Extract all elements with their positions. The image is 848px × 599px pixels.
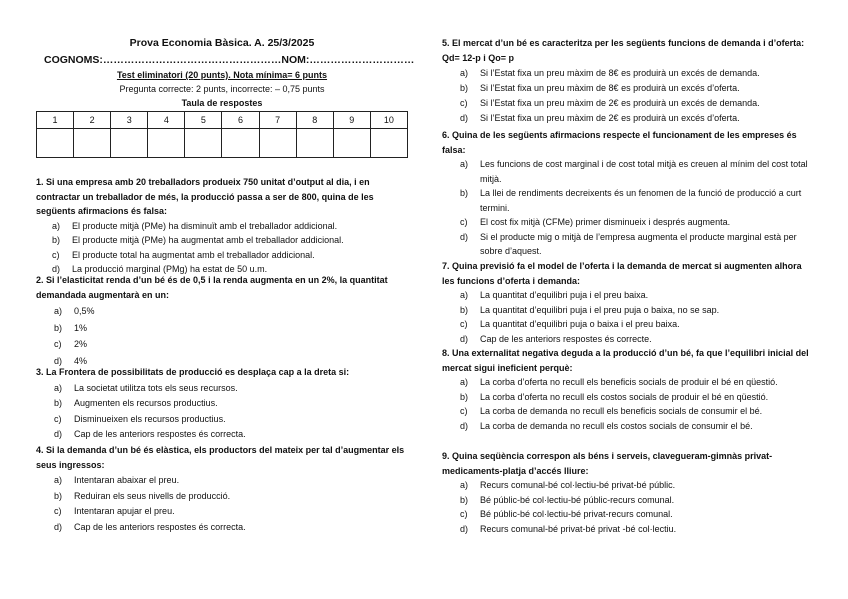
question-stem: 5. El mercat d’un bé es caracteritza per les següents funcions de demanda i d’oferta: Qd= 12-p i Qo= p: [442, 38, 805, 63]
option: a) El producte mitjà (PMe) ha disminuït amb el treballador addicional.: [52, 220, 338, 231]
option: b) La llei de rendiments decreixents és un fenomen de la funció de producció a curt termini.: [460, 188, 802, 213]
option: b) Bé públic-bé col·lectiu-bé públic-recurs comunal.: [460, 494, 675, 505]
answer-table-header: 6: [222, 112, 259, 129]
answer-cell[interactable]: [296, 129, 333, 158]
answer-cell[interactable]: [74, 129, 111, 158]
option: c) La corba de demanda no recull els beneficis socials de consumir el bé.: [460, 406, 763, 416]
names-line: COGNOMS:……………………………………………NOM:…………………………: [44, 54, 415, 66]
option: a) 0,5%: [54, 306, 95, 316]
option: c) La quantitat d’equilibri puja o baixa i el preu baixa.: [460, 319, 680, 329]
option: c) Intentaran apujar el preu.: [54, 506, 175, 516]
question-9: [442, 449, 812, 536]
answer-cell[interactable]: [148, 129, 185, 158]
option: c) 2%: [54, 339, 88, 349]
option: a) Les funcions de cost marginal i de cost total mitjà es creuen al mínim del cost total mitjà.: [460, 159, 808, 184]
answer-table-header: 2: [74, 112, 111, 129]
answer-table-header: 4: [148, 112, 185, 129]
option: d) Si el producte mig o mitjà de l’empresa augmenta el producte marginal està per sobre d’aquest.: [460, 231, 797, 256]
question-stem: 2. Si l’elasticitat renda d’un bé és de 0,5 i la renda augmenta en un 2%, la quantitat demandada augmentarà en un:: [36, 275, 388, 300]
answer-table-header: 8: [296, 112, 333, 129]
option: d) Cap de les anteriors respostes és correcta.: [54, 521, 246, 532]
answer-table-header: 5: [185, 112, 222, 129]
answer-cell[interactable]: [37, 129, 74, 158]
answer-table-caption: Taula de respostes: [181, 98, 263, 108]
option: d) Recurs comunal-bé privat-bé privat -bé col·lectiu.: [460, 523, 677, 534]
option: a) Si l’Estat fixa un preu màxim de 8€ es produirà un excés de demanda.: [460, 68, 760, 78]
option: a) Recurs comunal-bé col·lectiu-bé privat-bé públic.: [460, 480, 676, 490]
option: a) Intentaran abaixar el preu.: [54, 475, 180, 485]
question-6: [442, 128, 812, 259]
option: a) La societat utilitza tots els seus recursos.: [54, 382, 238, 393]
question-stem: 9. Quina seqüència correspon als béns i serveis, clavegueram-gimnàs privat-medicaments-platja d’accés lliure:: [442, 451, 773, 476]
answer-cell[interactable]: [111, 129, 148, 158]
option: a) La corba d’oferta no recull els beneficis socials de produir el bé en qüestió.: [460, 377, 778, 387]
option: c) El cost fix mitjà (CFMe) primer disminueix i després augmenta.: [460, 217, 731, 227]
answer-table: [36, 111, 408, 158]
option: c) Bé públic-bé col·lectiu-bé privat-recurs comunal.: [460, 509, 673, 519]
question-stem: 8. Una externalitat negativa deguda a la producció d’un bé, fa que l’equilibri inicial del mercat sigui ineficient perquè:: [442, 348, 809, 373]
scoring-line: Pregunta correcte: 2 punts, incorrecte: – 0,75 punts: [119, 84, 325, 94]
answer-table-header: 10: [370, 112, 407, 129]
question-4: [36, 443, 408, 534]
question-2: [36, 273, 408, 368]
option: d) La producció marginal (PMg) ha estat de 50 u.m.: [52, 264, 268, 274]
question-stem: 7. Quina previsió fa el model de l’oferta i la demanda de mercat si augmenten alhora les funcions d’oferta i demanda:: [442, 261, 802, 286]
option: b) La quantitat d’equilibri puja i el preu puja o baixa, no se sap.: [460, 304, 720, 315]
answer-cell[interactable]: [222, 129, 259, 158]
answer-table-header: 3: [111, 112, 148, 129]
answer-cell[interactable]: [333, 129, 370, 158]
question-8: [442, 346, 812, 433]
question-stem: 1. Si una empresa amb 20 treballadors produeix 750 unitat d’output al dia, i en contractar un treballador de més, la producció passa a ser de 800, quina de les següents afirmacions és falsa:: [36, 177, 374, 216]
answer-cell[interactable]: [185, 129, 222, 158]
option: d) Si l’Estat fixa un preu màxim de 2€ es produirà un excés d’oferta.: [460, 113, 740, 123]
answer-table-header: 7: [259, 112, 296, 129]
option: b) La corba d’oferta no recull els costos socials de produir el bé en qüestió.: [460, 391, 769, 402]
option: b) Augmenten els recursos productius.: [54, 398, 218, 408]
question-1: [36, 175, 408, 277]
question-stem: 6. Quina de les següents afirmacions respecte el funcionament de les empreses és falsa:: [442, 130, 797, 155]
answer-cell[interactable]: [370, 129, 407, 158]
question-3: [36, 365, 408, 442]
option: d) Cap de les anteriors respostes és correcte.: [460, 333, 652, 344]
option: d) 4%: [54, 355, 88, 366]
answer-table-header: 9: [333, 112, 370, 129]
option: d) La corba de demanda no recull els costos socials de consumir el bé.: [460, 420, 753, 431]
option: c) Disminueixen els recursos productius.: [54, 413, 226, 424]
exam-title: Prova Economia Bàsica. A. 25/3/2025: [129, 37, 315, 49]
option: b) Si l’Estat fixa un preu màxim de 8€ es produirà un excés d’oferta.: [460, 83, 740, 93]
option: c) El producte total ha augmentat amb el treballador addicional.: [52, 249, 315, 260]
question-7: [442, 259, 812, 346]
option: b) 1%: [54, 322, 88, 333]
test-line: Test eliminatori (20 punts). Nota mínima= 6 punts: [116, 70, 328, 80]
answer-cell[interactable]: [259, 129, 296, 158]
option: b) Reduiran els seus nivells de producció.: [54, 490, 231, 501]
option: d) Cap de les anteriors respostes és correcta.: [54, 429, 246, 439]
question-5: [442, 36, 812, 126]
question-stem: 4. Si la demanda d’un bé és elàstica, els productors del mateix per tal d’augmentar els seus ingressos:: [36, 445, 405, 470]
option: a) La quantitat d’equilibri puja i el preu baixa.: [460, 290, 649, 300]
option: c) Si l’Estat fixa un preu màxim de 2€ es produirà un excés de demanda.: [460, 98, 760, 108]
question-stem: 3. La Frontera de possibilitats de producció es desplaça cap a la dreta si:: [36, 367, 350, 377]
answer-table-header: 1: [37, 112, 74, 129]
option: b) El producte mitjà (PMe) ha augmentat amb el treballador addicional.: [52, 235, 344, 245]
